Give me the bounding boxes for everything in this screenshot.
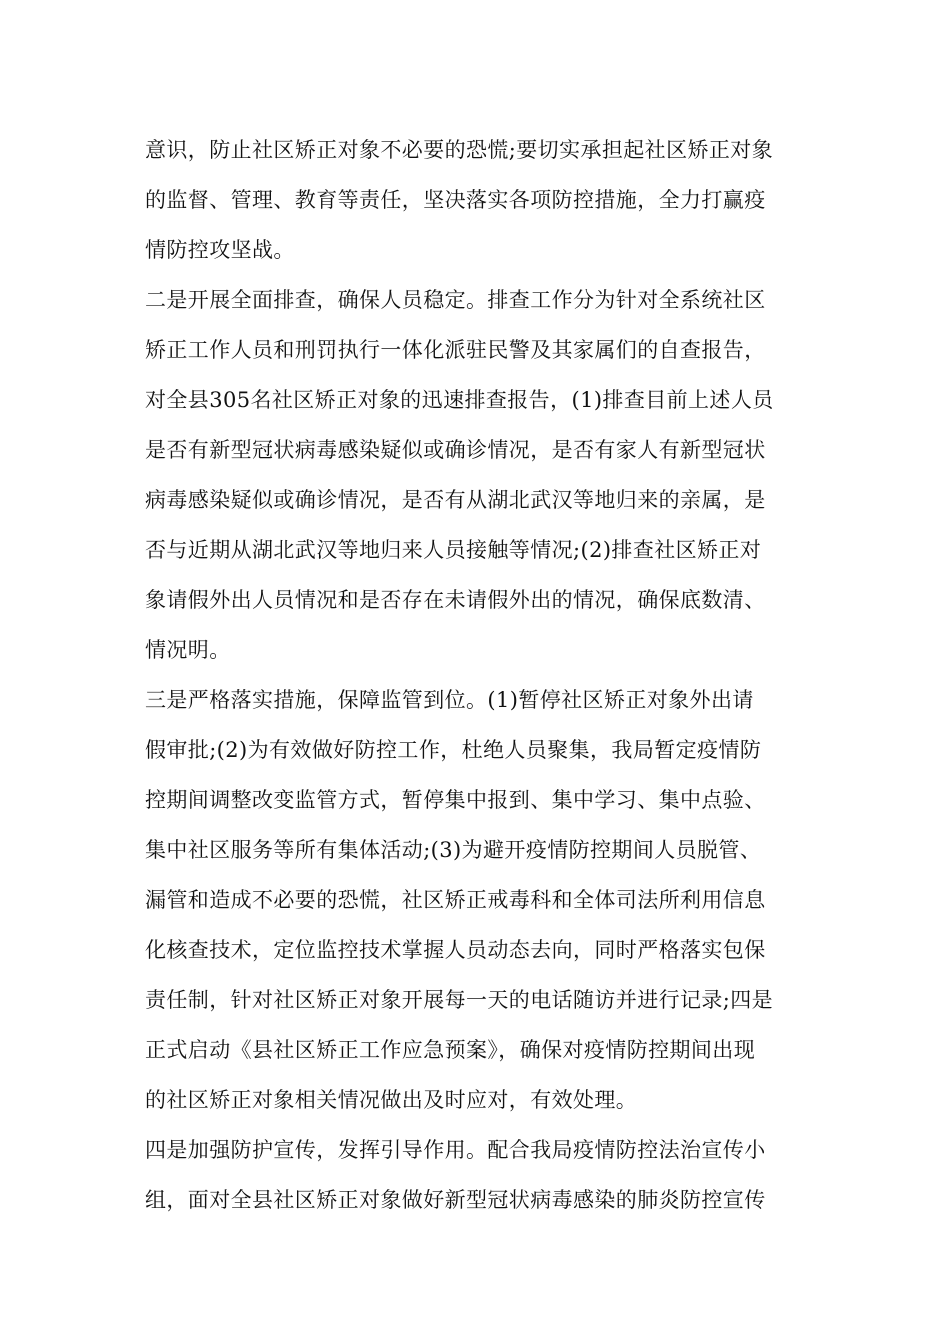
text-line: 正式启动《县社区矫正工作应急预案》，确保对疫情防控期间出现 bbox=[145, 1038, 756, 1062]
text-line: 化核查技术，定位监控技术掌握人员动态去向，同时严格落实包保 bbox=[145, 938, 766, 962]
text-line: 是否有新型冠状病毒感染疑似或确诊情况，是否有家人有新型冠状 bbox=[145, 438, 766, 462]
text-line: 组，面对全县社区矫正对象做好新型冠状病毒感染的肺炎防控宣传 bbox=[145, 1188, 766, 1212]
paragraph-start-line: 四是加强防护宣传，发挥引导作用。配合我局疫情防控法治宣传小 bbox=[145, 1138, 766, 1162]
text-line: 意识，防止社区矫正对象不必要的恐慌;要切实承担起社区矫正对象 bbox=[145, 138, 774, 162]
paragraph-start-line: 三是严格落实措施，保障监管到位。(1)暂停社区矫正对象外出请 bbox=[145, 688, 754, 712]
text-line: 假审批;(2)为有效做好防控工作，杜绝人员聚集，我局暂定疫情防 bbox=[145, 738, 762, 762]
text-line: 对全县305名社区矫正对象的迅速排查报告，(1)排查目前上述人员 bbox=[145, 388, 774, 412]
text-line: 病毒感染疑似或确诊情况，是否有从湖北武汉等地归来的亲属，是 bbox=[145, 488, 766, 512]
text-line: 的监督、管理、教育等责任，坚决落实各项防控措施，全力打赢疫 bbox=[145, 188, 766, 212]
paragraph-start-line: 二是开展全面排查，确保人员稳定。排查工作分为针对全系统社区 bbox=[145, 288, 766, 312]
text-line: 的社区矫正对象相关情况做出及时应对，有效处理。 bbox=[145, 1088, 638, 1112]
text-line: 集中社区服务等所有集体活动;(3)为避开疫情防控期间人员脱管、 bbox=[145, 838, 762, 862]
text-line: 情况明。 bbox=[145, 638, 231, 662]
text-line: 否与近期从湖北武汉等地归来人员接触等情况;(2)排查社区矫正对 bbox=[145, 538, 762, 562]
text-line: 情防控攻坚战。 bbox=[145, 238, 295, 262]
text-line: 矫正工作人员和刑罚执行一体化派驻民警及其家属们的自查报告， bbox=[145, 338, 766, 362]
text-line: 责任制，针对社区矫正对象开展每一天的电话随访并进行记录;四是 bbox=[145, 988, 774, 1012]
text-line: 漏管和造成不必要的恐慌，社区矫正戒毒科和全体司法所利用信息 bbox=[145, 888, 766, 912]
text-line: 控期间调整改变监管方式，暂停集中报到、集中学习、集中点验、 bbox=[145, 788, 766, 812]
text-line: 象请假外出人员情况和是否存在未请假外出的情况，确保底数清、 bbox=[145, 588, 766, 612]
